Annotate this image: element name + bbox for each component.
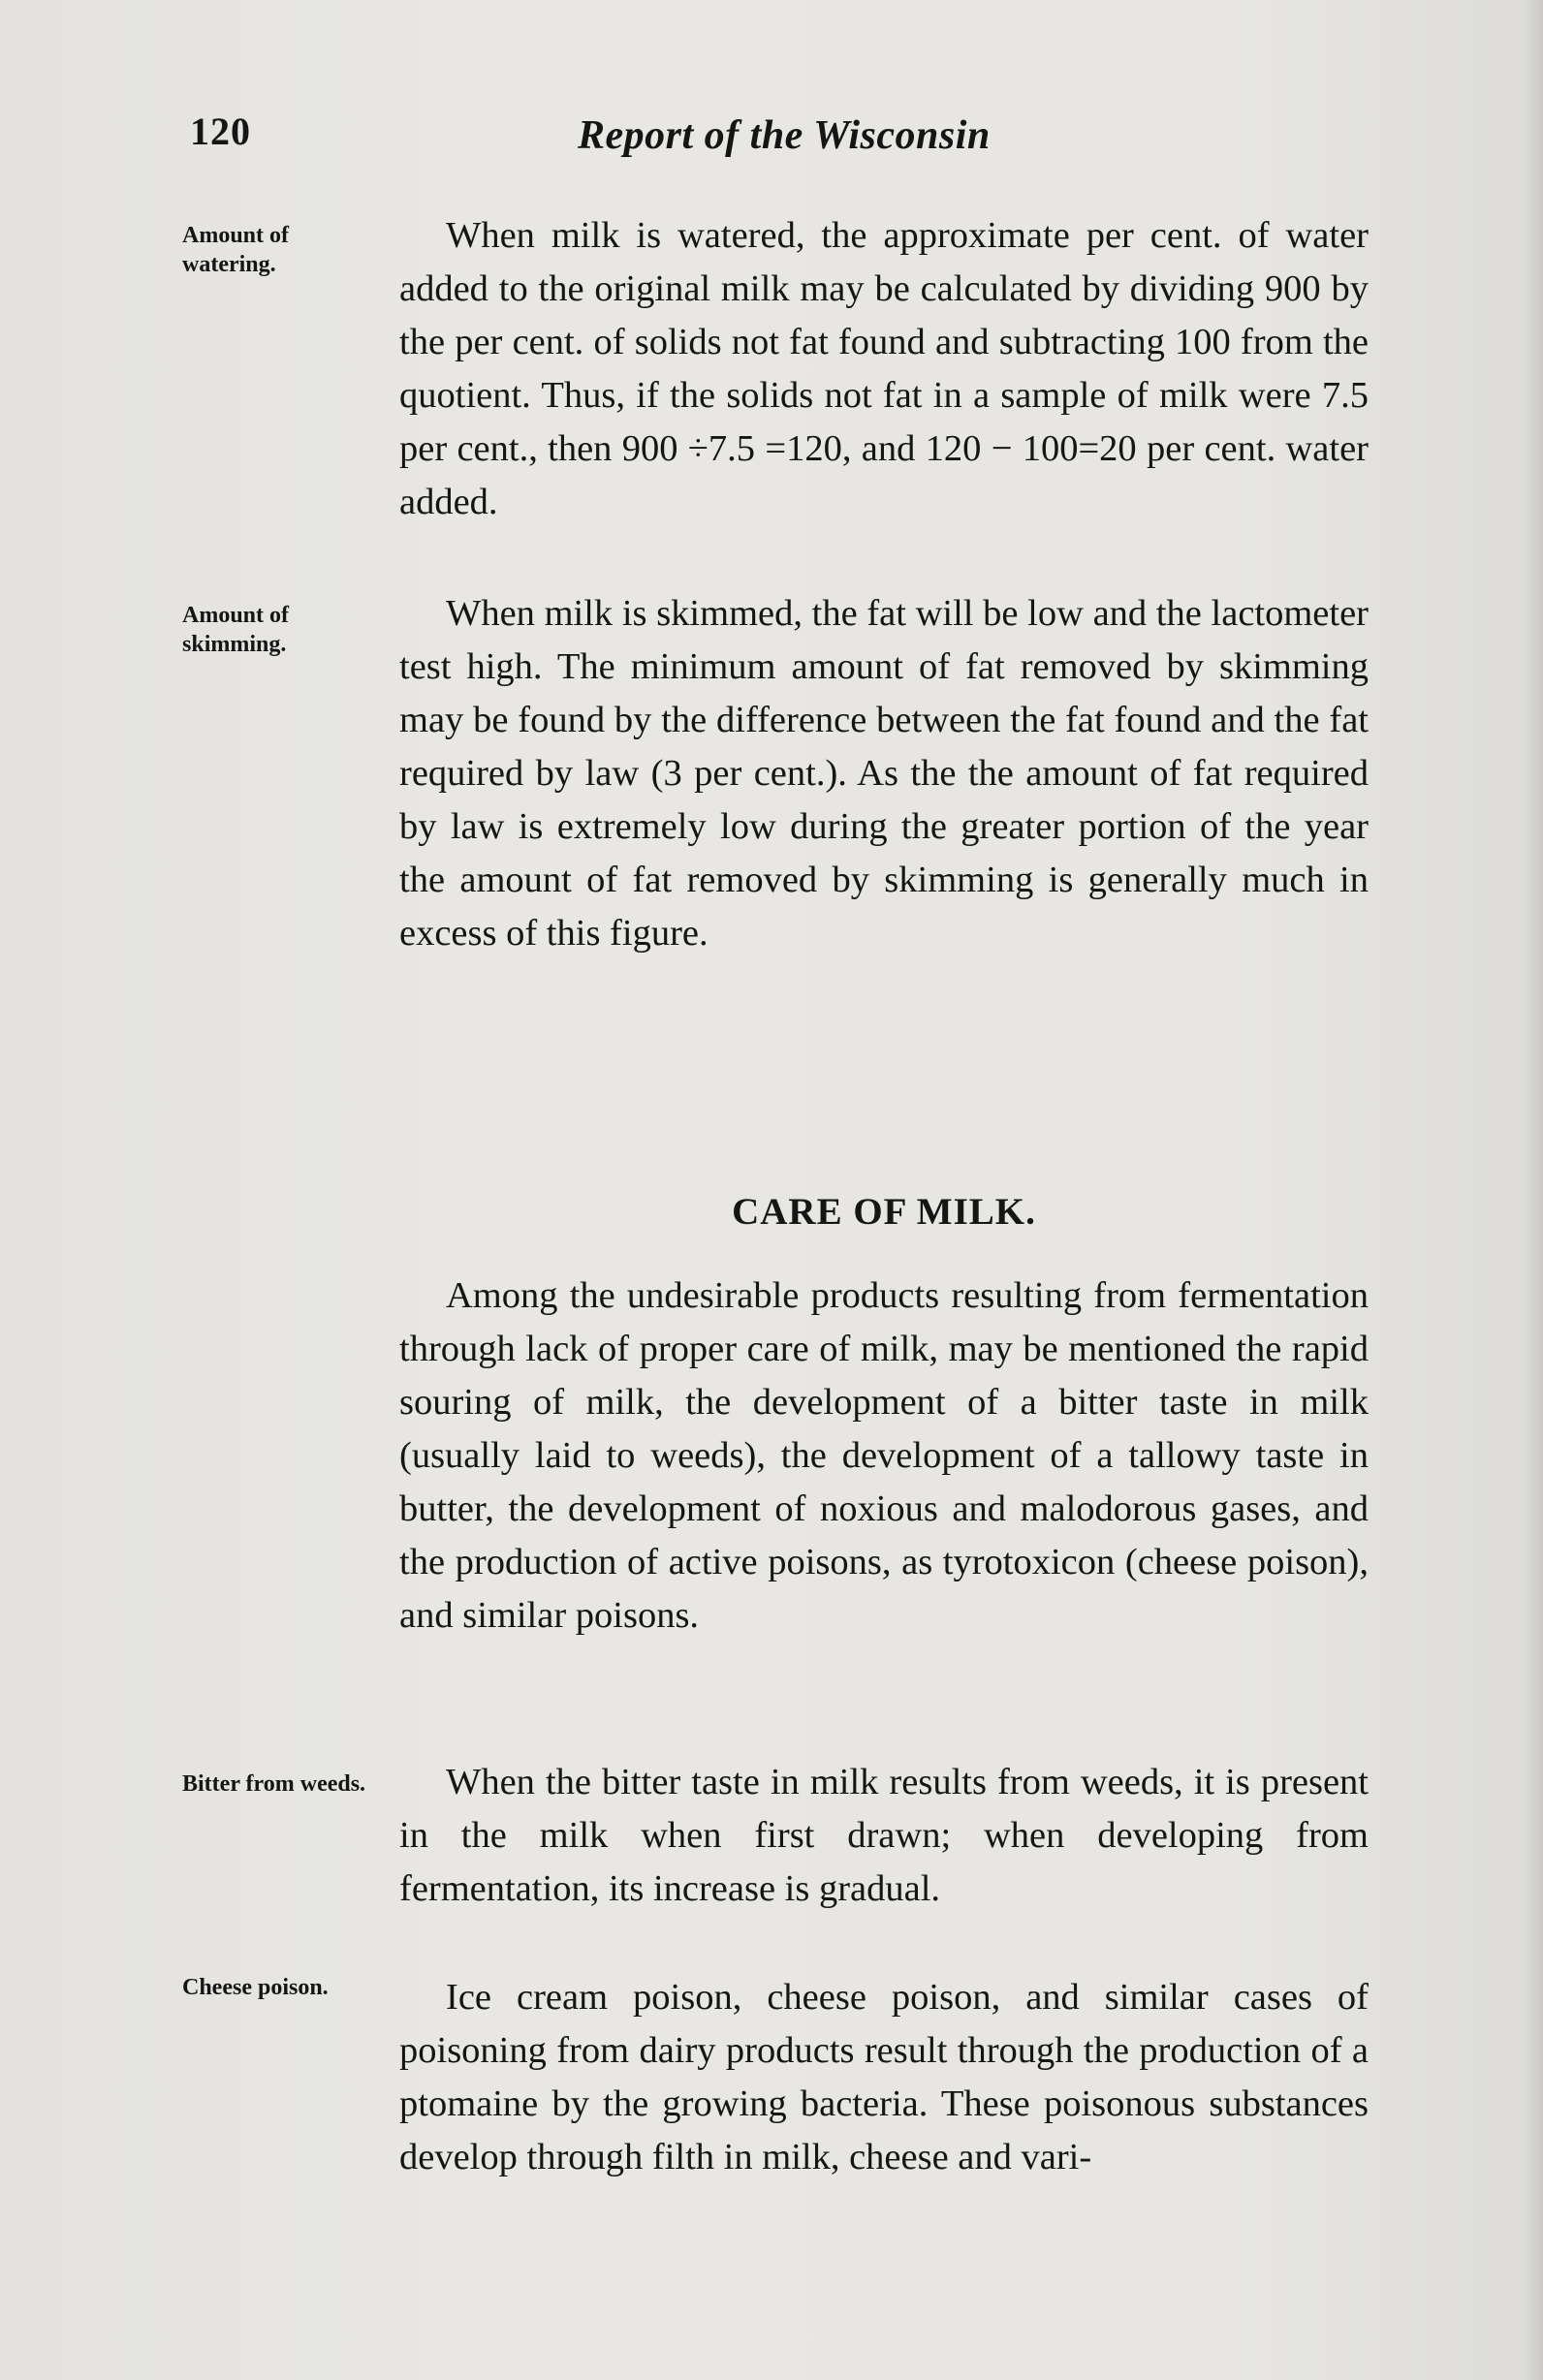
running-head: Report of the Wisconsin bbox=[578, 113, 991, 158]
section-heading: CARE OF MILK. bbox=[732, 1191, 1036, 1233]
margin-note-bitter: Bitter from weeds. bbox=[182, 1771, 366, 1797]
margin-note-watering: Amount of watering. bbox=[182, 223, 290, 277]
paragraph-bitter: When the bitter taste in milk results from weeds, it is present in the milk when first drawn; when developing from fermentation, its increase is gradual. bbox=[399, 1762, 1369, 1909]
paragraph-watering: When milk is watered, the approximate per cent. of water added to the original milk may be calculated by dividing 900 by the per cent. of solids not fat found and subtracting 100 from the quotient. Thus, if the solids not fat in a sample of milk were 7.5 per cent., then 900 ÷7.5 =120, and 120 − 100=20 per cent. water added. bbox=[399, 215, 1369, 522]
page-number: 120 bbox=[190, 110, 251, 153]
margin-note-skimming: Amount of skimming. bbox=[182, 603, 290, 657]
margin-note-cheese: Cheese poison. bbox=[182, 1975, 329, 2000]
paragraph-skimming: When milk is skimmed, the fat will be low and the lactometer test high. The minimum amount of fat removed by skimming may be found by the difference between the fat found and the fat required by law (3 per cent.). As the the amount of fat required by law is extremely low during the greater portion of the year the amount of fat removed by skimming is generally much in excess of this figure. bbox=[399, 593, 1369, 954]
paragraph-care-of-milk: Among the undesirable products resulting from fermentation through lack of proper care of milk, may be mentioned the rapid souring of milk, the development of a bitter taste in milk (usually laid to weeds), the development of a tallowy taste in butter, the development of noxious and malodorous gases, and the production of active poisons, as tyrotoxicon (cheese poison), and similar poisons. bbox=[399, 1275, 1369, 1636]
paragraph-cheese: Ice cream poison, cheese poison, and similar cases of poisoning from dairy products result through the production of a ptomaine by the growing bacteria. These poisonous substances develop through filth in milk, cheese and vari- bbox=[399, 1977, 1369, 2177]
page-edge-shadow bbox=[1522, 0, 1543, 2380]
